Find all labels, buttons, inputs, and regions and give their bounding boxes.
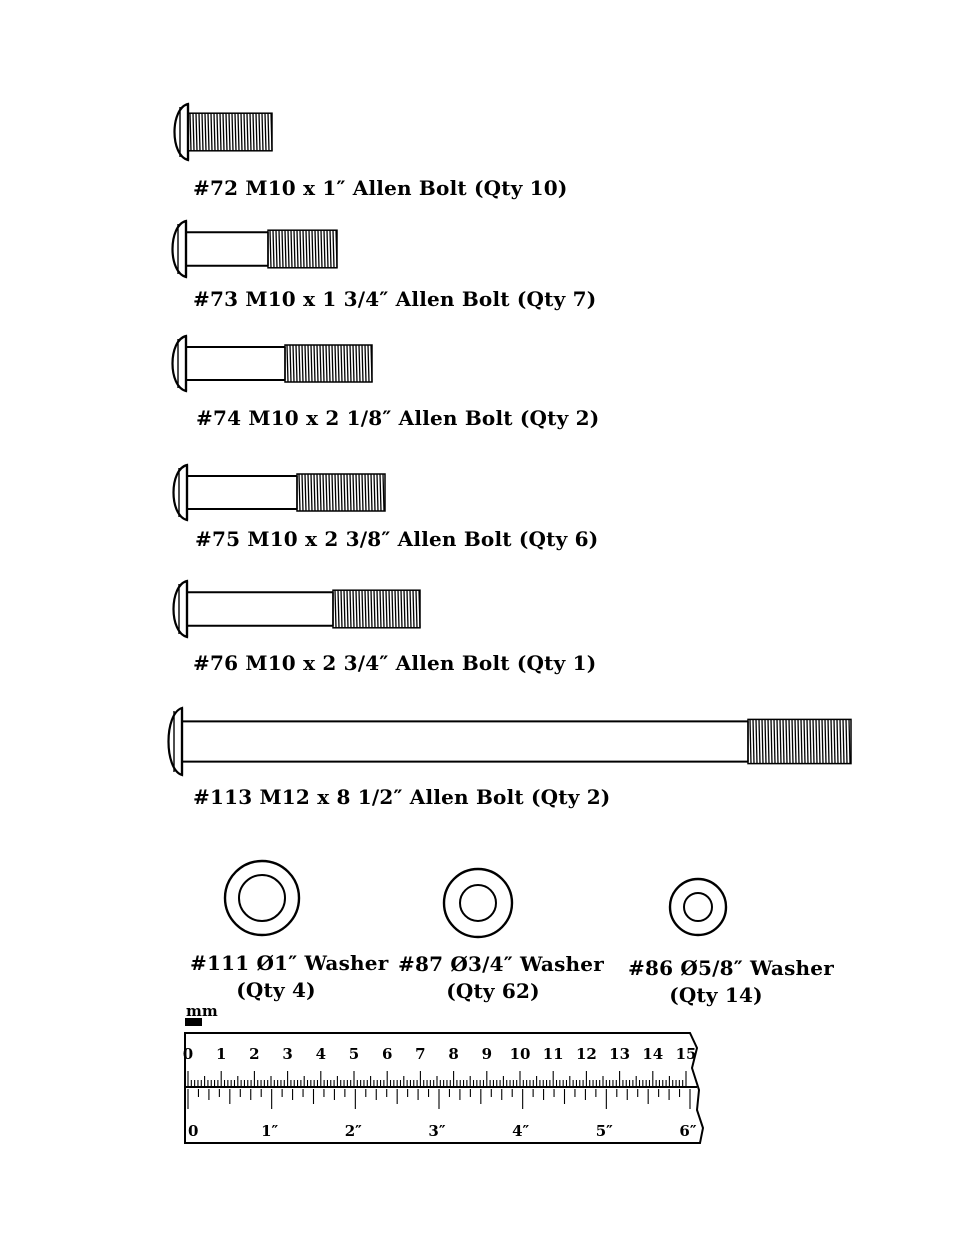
bolt-shank bbox=[186, 347, 285, 380]
bolt-head bbox=[175, 104, 189, 160]
bolt-thread bbox=[285, 345, 372, 382]
ruler-inch-label: 3″ bbox=[428, 1122, 446, 1140]
ruler-cm-label: 5 bbox=[348, 1045, 360, 1063]
ruler-cm-label: 0 bbox=[182, 1045, 194, 1063]
ruler-cm-label: 6 bbox=[381, 1045, 393, 1063]
bolt-shank bbox=[186, 232, 268, 266]
bolt-head bbox=[173, 221, 187, 277]
ruler-inch-label: 6″ bbox=[679, 1122, 697, 1140]
ruler-inch-label: 0 bbox=[188, 1122, 199, 1140]
bolt-head bbox=[174, 581, 188, 637]
ruler-cm-label: 8 bbox=[448, 1045, 459, 1063]
ruler-unit-label: mm bbox=[186, 1002, 218, 1020]
ruler-inch-label: 1″ bbox=[261, 1122, 279, 1140]
ruler-cm-label: 12 bbox=[575, 1045, 597, 1063]
ruler-cm-label: 3 bbox=[282, 1045, 293, 1063]
ruler bbox=[183, 1002, 703, 1143]
washer-111-drawing bbox=[225, 861, 299, 935]
bolt-73-drawing bbox=[173, 221, 338, 277]
washer-87-drawing bbox=[444, 869, 512, 937]
ruler-cm-label: 4 bbox=[315, 1045, 327, 1063]
ruler-cm-label: 14 bbox=[642, 1045, 664, 1063]
bolt-72-label: #72 M10 x 1″ Allen Bolt (Qty 10) bbox=[193, 176, 568, 200]
ruler-cm-label: 2 bbox=[249, 1045, 260, 1063]
bolt-74-drawing bbox=[173, 336, 373, 391]
bolt-75-drawing bbox=[174, 465, 386, 520]
ruler-cm-label: 7 bbox=[415, 1045, 426, 1063]
bolt-thread bbox=[188, 113, 272, 151]
ruler-inch-label: 4″ bbox=[512, 1122, 530, 1140]
washer-111-name: #111 Ø1″ Washer bbox=[190, 951, 389, 975]
washer-86-qty: (Qty 14) bbox=[669, 983, 763, 1007]
washer-111-label bbox=[190, 950, 389, 1004]
bolt-75-label: #75 M10 x 2 3/8″ Allen Bolt (Qty 6) bbox=[195, 527, 599, 551]
bolt-113-label: #113 M12 x 8 1/2″ Allen Bolt (Qty 2) bbox=[193, 785, 611, 809]
washer-87-name: #87 Ø3/4″ Washer bbox=[398, 952, 604, 976]
ruler-cm-label: 11 bbox=[542, 1045, 564, 1063]
bolt-head bbox=[173, 336, 187, 391]
washer-86-label bbox=[628, 955, 834, 1009]
washer-87-label bbox=[398, 951, 604, 1005]
bolt-shank bbox=[182, 721, 748, 761]
bolt-shank bbox=[187, 476, 297, 509]
bolt-head bbox=[169, 708, 183, 775]
washer-87-qty: (Qty 62) bbox=[446, 979, 540, 1003]
bolt-74-label: #74 M10 x 2 1/8″ Allen Bolt (Qty 2) bbox=[196, 406, 600, 430]
ruler-cm-label: 9 bbox=[481, 1045, 493, 1063]
bolt-shank bbox=[187, 592, 333, 626]
washer-86-drawing bbox=[670, 879, 726, 935]
washer-111-qty: (Qty 4) bbox=[236, 978, 316, 1002]
bolt-head bbox=[174, 465, 188, 520]
washer-86-name: #86 Ø5/8″ Washer bbox=[628, 956, 834, 980]
bolt-thread bbox=[333, 590, 420, 628]
bolt-thread bbox=[268, 230, 337, 268]
ruler-inch-label: 5″ bbox=[595, 1122, 613, 1140]
bolt-113-drawing bbox=[169, 708, 852, 775]
bolt-76-drawing bbox=[174, 581, 421, 637]
ruler-cm-label: 1 bbox=[215, 1045, 227, 1063]
ruler-cm-label: 10 bbox=[509, 1045, 531, 1063]
bolt-thread bbox=[297, 474, 385, 511]
ruler-cm-label: 15 bbox=[675, 1045, 697, 1063]
ruler-cm-label: 13 bbox=[609, 1045, 631, 1063]
bolt-72-drawing bbox=[175, 104, 273, 160]
ruler-inch-label: 2″ bbox=[344, 1122, 362, 1140]
bolt-73-label: #73 M10 x 1 3/4″ Allen Bolt (Qty 7) bbox=[193, 287, 597, 311]
bolt-thread bbox=[748, 719, 851, 763]
bolt-76-label: #76 M10 x 2 3/4″ Allen Bolt (Qty 1) bbox=[193, 651, 597, 675]
